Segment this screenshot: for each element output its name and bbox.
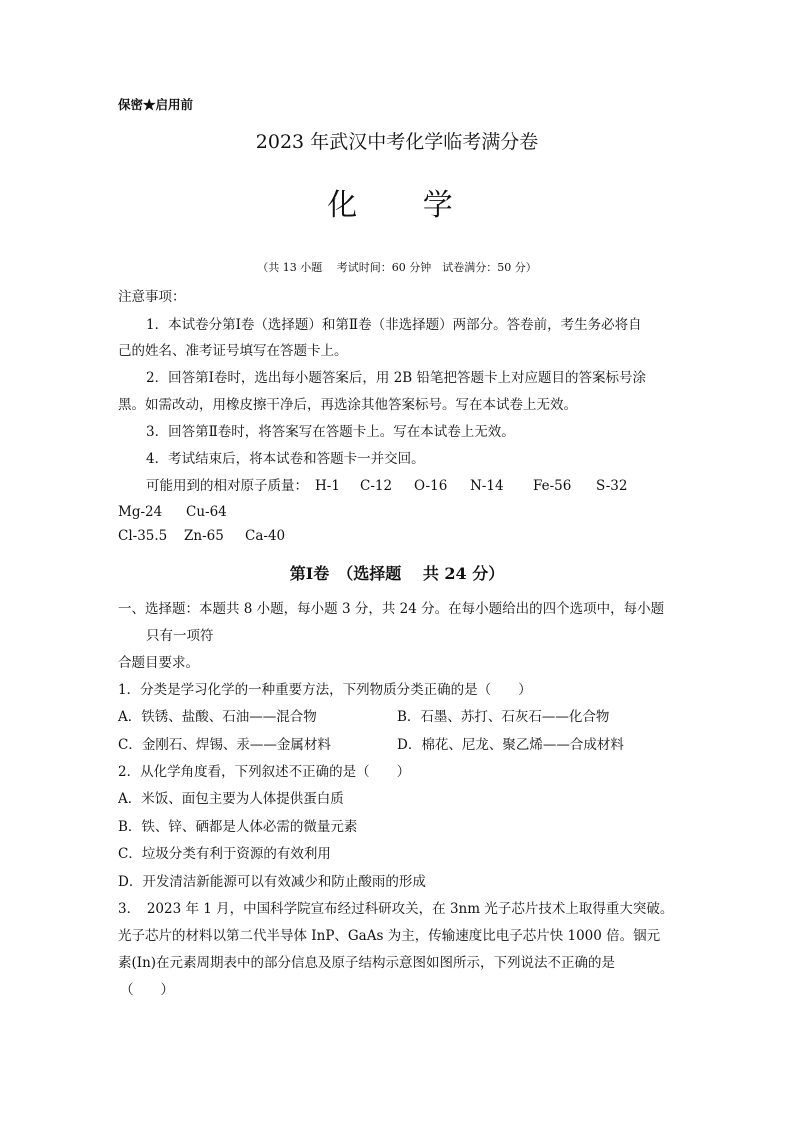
exam-title: 2023 年武汉中考化学临考满分卷 [255, 131, 539, 153]
question-3-line-1: 3． 2023 年 1 月，中国科学院宣布经过科研攻关，在 3nm 光子芯片技术上取得重大突破。 [118, 901, 674, 917]
question-1-option-c: C．金刚石、焊锡、汞——金属材料 [118, 737, 331, 753]
subject-title: 化 学 [327, 188, 481, 223]
atomic-mass-ca: Ca-40 [245, 528, 286, 544]
note-4: 4．考试结束后，将本试卷和答题卡一并交回。 [146, 451, 425, 467]
atomic-mass-fe: Fe-56 [533, 478, 572, 494]
question-3-line-3: 素(In)在元素周期表中的部分信息及原子结构示意图如图所示，下列说法不正确的是 [118, 955, 616, 971]
question-2-option-b: B．铁、锌、硒都是人体必需的微量元素 [118, 819, 358, 835]
confidential-mark: 保密★启用前 [118, 97, 194, 112]
question-1-option-b: B．石墨、苏打、石灰石——化合物 [397, 709, 610, 725]
section-intro-line-2: 只有一项符 [146, 628, 214, 644]
question-1-option-d: D．棉花、尼龙、聚乙烯——合成材料 [397, 737, 624, 753]
atomic-mass-h: H-1 [315, 478, 340, 494]
note-2-line-2: 黑。如需改动，用橡皮擦干净后，再选涂其他答案标号。写在本试卷上无效。 [118, 397, 577, 413]
atomic-mass-o: O-16 [414, 478, 448, 494]
question-2-option-a: A．米饭、面包主要为人体提供蛋白质 [118, 791, 344, 807]
question-3-line-2: 光子芯片的材料以第二代半导体 InP、GaAs 为主，传输速度比电子芯片快 1000 倍。铟元 [118, 928, 661, 944]
exam-meta: （共 13 小题 考试时间：60 分钟 试卷满分：50 分） [257, 261, 537, 274]
atomic-mass-cl: Cl-35.5 [118, 528, 168, 544]
question-2-option-c: C．垃圾分类有利于资源的有效利用 [118, 846, 331, 862]
question-1-stem: 1．分类是学习化学的一种重要方法，下列物质分类正确的是（ ） [118, 682, 532, 698]
note-1-line-2: 己的姓名、准考证号填写在答题卡上。 [118, 343, 348, 359]
note-1-line-1: 1．本试卷分第Ⅰ卷（选择题）和第Ⅱ卷（非选择题）两部分。答卷前，考生务必将自 [146, 317, 642, 333]
atomic-mass-label: 可能用到的相对原子质量： [146, 478, 308, 494]
notes-heading: 注意事项： [118, 289, 186, 305]
question-2-stem: 2．从化学角度看，下列叙述不正确的是（ ） [118, 764, 411, 780]
section-intro-line-1: 一、选择题：本题共 8 小题，每小题 3 分，共 24 分。在每小题给出的四个选项中，每小题 [118, 601, 665, 617]
atomic-mass-zn: Zn-65 [184, 528, 224, 544]
atomic-mass-c: C-12 [360, 478, 393, 494]
atomic-mass-n: N-14 [470, 478, 504, 494]
section-heading: 第Ⅰ卷 （选择题 共 24 分） [289, 564, 505, 583]
atomic-mass-cu: Cu-64 [186, 504, 227, 520]
atomic-mass-mg: Mg-24 [118, 504, 163, 520]
note-3: 3．回答第Ⅱ卷时，将答案写在答题卡上。写在本试卷上无效。 [146, 424, 515, 440]
atomic-mass-s: S-32 [596, 478, 628, 494]
question-3-answer-blank: （ ） [120, 982, 174, 998]
question-2-option-d: D．开发清洁新能源可以有效减少和防止酸雨的形成 [118, 874, 426, 890]
question-1-option-a: A．铁锈、盐酸、石油——混合物 [118, 709, 317, 725]
section-intro-line-3: 合题目要求。 [118, 655, 199, 671]
note-2-line-1: 2．回答第Ⅰ卷时，选出每小题答案后，用 2B 铅笔把答题卡上对应题目的答案标号涂 [146, 370, 647, 386]
